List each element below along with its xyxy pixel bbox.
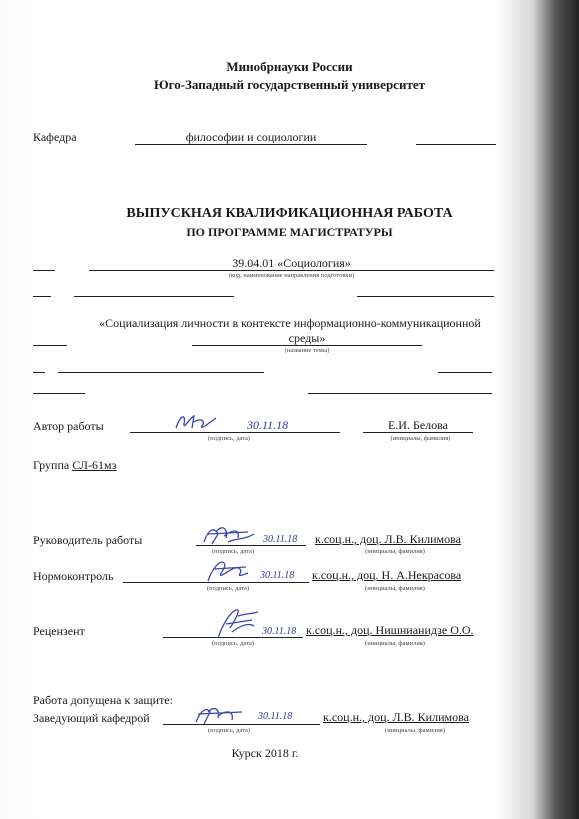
head-of-department-label: Заведующий кафедрой — [33, 711, 150, 725]
normcontrol-name-caption: (инициалы, фамилия) — [365, 585, 425, 592]
supervisor-date: 30.11.18 — [263, 534, 298, 545]
work-title-line2: ПО ПРОГРАММЕ МАГИСТРАТУРЫ — [186, 225, 393, 239]
admission-sig-caption: (подпись, дата) — [208, 727, 251, 734]
extra-underline-mid — [74, 296, 234, 297]
ministry-name: Минобрнауки России — [226, 59, 353, 74]
work-title-line1: ВЫПУСКНАЯ КВАЛИФИКАЦИОННАЯ РАБОТА — [126, 206, 453, 221]
author-name: Е.И. Белова — [387, 418, 449, 432]
blank-underline-4 — [33, 393, 85, 394]
supervisor-sig-caption: (подпись, дата) — [212, 548, 255, 555]
reviewer-label: Рецензент — [33, 624, 85, 638]
author-label: Автор работы — [33, 419, 104, 433]
department-label: Кафедра — [33, 130, 77, 144]
author-name-caption: (инициалы, фамилия) — [390, 435, 451, 442]
author-signature — [172, 408, 222, 434]
admission-date: 30.11.18 — [258, 711, 293, 722]
admission-label: Работа допущена к защите: — [33, 693, 173, 707]
normcontrol-name: к.соц.н., доц. Н. А.Некрасова — [312, 568, 462, 582]
admission-signature — [190, 700, 248, 728]
topic-line2: среды» — [288, 331, 326, 345]
city-year: Курск 2018 г. — [231, 746, 299, 760]
blank-underline-2 — [58, 372, 264, 373]
topic-caption: (название темы) — [284, 347, 330, 354]
topic-underline-left — [33, 345, 67, 346]
author-sig-caption: (подпись, дата) — [208, 435, 251, 442]
admission-name-caption: (инициалы, фамилия) — [385, 727, 445, 734]
extra-underline-left — [33, 296, 51, 297]
admission-name: к.соц.н., доц. Л.В. Килимова — [323, 710, 469, 724]
department-underline-right — [416, 144, 496, 145]
normcontrol-date: 30.11.18 — [260, 570, 295, 581]
reviewer-name-caption: (инициалы, фамилия) — [365, 640, 425, 647]
extra-underline-right — [357, 296, 494, 297]
author-date: 30.11.18 — [247, 418, 289, 432]
reviewer-date: 30.11.18 — [262, 626, 297, 637]
blank-underline-5 — [308, 393, 492, 394]
topic-line1: «Социализация личности в контексте информационно-коммуникационной — [99, 316, 481, 330]
supervisor-name-caption: (инициалы, фамилия) — [365, 548, 425, 555]
group-label — [33, 458, 116, 473]
normcontrol-sig-caption: (подпись, дата) — [207, 585, 250, 592]
normcontrol-label: Нормоконтроль — [33, 569, 114, 583]
author-signature-line — [130, 432, 340, 433]
direction-underline-left — [33, 270, 55, 271]
reviewer-name: к.соц.н., доц. Нишнианидзе О.О. — [306, 623, 474, 637]
group-label-text: Группа — [33, 458, 70, 472]
reviewer-sig-caption: (подпись, дата) — [212, 640, 255, 647]
normcontrol-signature — [200, 555, 256, 587]
university-name: Юго-Западный государственный университет — [154, 77, 425, 92]
group-value: СЛ-61мз — [72, 458, 117, 472]
supervisor-label: Руководитель работы — [33, 533, 143, 547]
blank-underline-3 — [438, 372, 492, 373]
reviewer-signature — [208, 606, 264, 642]
supervisor-signature-line — [196, 545, 306, 546]
direction-caption: (код, наименование направления подготовки) — [228, 272, 355, 279]
department-value: философии и социологии — [185, 130, 317, 144]
direction-value: 39.04.01 «Социология» — [232, 256, 351, 270]
supervisor-name: к.соц.н., доц. Л.В. Килимова — [315, 532, 461, 546]
blank-underline-1 — [33, 372, 45, 373]
